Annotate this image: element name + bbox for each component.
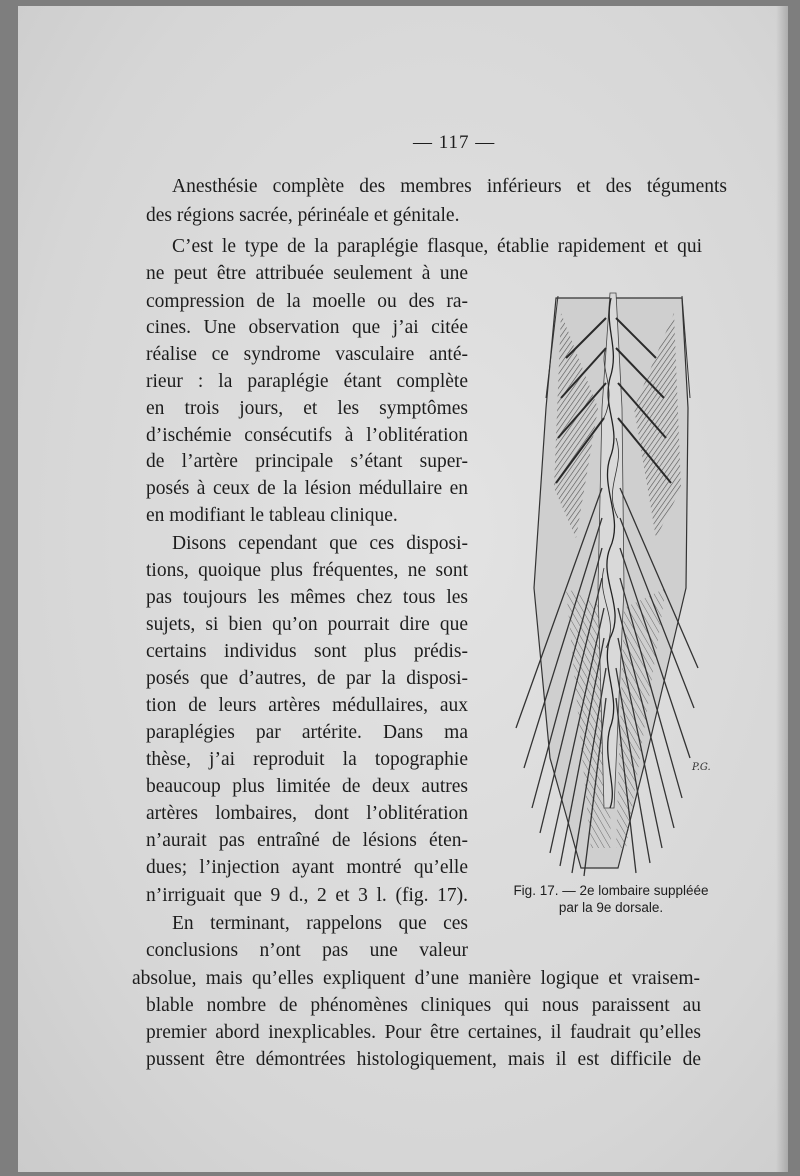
text-line-col-8: de l’artère principale s’étant super- [146, 451, 468, 472]
text-line-col-14: sujets, si bien qu’on pourrait dire que [146, 614, 468, 635]
spinal-cord-illustration [506, 288, 711, 878]
text-line-col-17: tion de leurs artères médullaires, aux [146, 695, 468, 716]
illustrator-signature: P.G. [692, 762, 711, 773]
text-line-col-3: cines. Une observation que j’ai citée [146, 317, 468, 338]
text-line-col-13: pas toujours les mêmes chez tous les [146, 587, 468, 608]
text-line-col-24: n’irriguait que 9 d., 2 et 3 l. (fig. 17). [146, 885, 468, 906]
text-line-col-26: conclusions n’ont pas une valeur [146, 940, 468, 961]
text-line-col-12: tions, quoique plus fréquentes, ne sont [146, 560, 468, 581]
text-line-bottom-4: pussent être démontrées histologiquement, mais il est difficile de [146, 1049, 701, 1070]
text-line-col-15: certains individus sont plus prédis- [146, 641, 468, 662]
page-number: — 117 — [413, 132, 496, 153]
text-line-col-18: paraplégies par artérite. Dans ma [146, 722, 468, 743]
text-line-top-2: des régions sacrée, périnéale et génitale. [146, 205, 460, 226]
text-line-top-1: Anesthésie complète des membres inférieurs et des téguments [172, 176, 727, 197]
text-line-col-4: réalise ce syndrome vasculaire anté- [146, 344, 468, 365]
text-line-col-19: thèse, j’ai reproduit la topographie [146, 749, 468, 770]
text-line-col-20: beaucoup plus limitée de deux autres [146, 776, 468, 797]
text-line-col-23: dues; l’injection ayant montré qu’elle [146, 857, 468, 878]
text-line-col-6: en trois jours, et les symptômes [146, 398, 468, 419]
text-line-col-2: compression de la moelle ou des ra- [146, 291, 468, 312]
text-line-col-1: ne peut être attribuée seulement à une [146, 263, 468, 284]
text-line-top-3: C’est le type de la paraplégie flasque, établie rapidement et qui [172, 236, 702, 257]
text-line-col-9: posés à ceux de la lésion médullaire en [146, 478, 468, 499]
text-line-bottom-2: blable nombre de phénomènes cliniques qui nous paraissent au [146, 995, 701, 1016]
text-line-col-16: posés que d’autres, de par la disposi- [146, 668, 468, 689]
text-line-col-7: d’ischémie consécutifs à l’oblitération [146, 425, 468, 446]
text-line-col-11: Disons cependant que ces disposi- [172, 533, 468, 554]
text-line-bottom-1: absolue, mais qu’elles expliquent d’une manière logique et vraisem- [132, 968, 700, 989]
text-line-col-5: rieur : la paraplégie étant complète [146, 371, 468, 392]
figure-caption [504, 882, 718, 916]
text-line-col-25: En terminant, rappelons que ces [172, 913, 468, 934]
figure-caption-line-1: Fig. 17. — 2e lombaire suppléée [513, 883, 709, 898]
text-line-col-22: n’aurait pas entraîné de lésions éten- [146, 830, 468, 851]
figure-caption-line-2: par la 9e dorsale. [558, 900, 664, 915]
page-edge-shadow [776, 6, 788, 1172]
text-line-bottom-3: premier abord inexplicables. Pour être certaines, il faudrait qu’elles [146, 1022, 701, 1043]
book-page [18, 6, 788, 1172]
text-line-col-21: artères lombaires, dont l’oblitération [146, 803, 468, 824]
text-line-col-10: en modifiant le tableau clinique. [146, 505, 398, 526]
